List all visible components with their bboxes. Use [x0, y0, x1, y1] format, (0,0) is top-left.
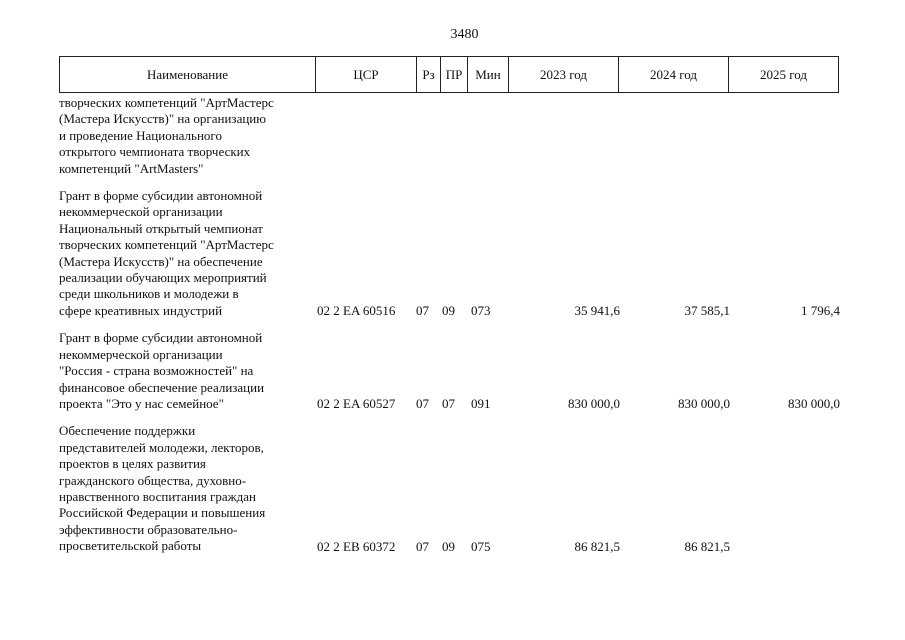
- header-pr: ПР: [441, 57, 468, 93]
- row-name: Обеспечение поддержки представителей молодежи, лекторов, проектов в целях развития гражданского общества, духовно- нравственного воспитания граждан Российской Федерации и повышения эффективности образовательно- просветительской работы: [59, 423, 266, 554]
- header-csr: ЦСР: [316, 57, 417, 93]
- cell-2023: 35 941,6: [574, 303, 620, 319]
- header-2025: 2025 год: [729, 57, 839, 93]
- row-name: Грант в форме субсидии автономной некоммерческой организации Национальный открытый чемпионат творческих компетенций "АртМастерс (Мастера Искусств)" на обеспечение реализации обучающих мероприятий среди школьников и молодежи в сфере креативных индустрий: [59, 188, 274, 318]
- cell-csr: 02 2 EA 60527: [317, 396, 396, 412]
- cell-rz: 07: [416, 396, 429, 412]
- cell-rz: 07: [416, 303, 429, 319]
- page-number: 3480: [450, 27, 479, 42]
- header-2023: 2023 год: [509, 57, 619, 93]
- table-row: [59, 330, 841, 412]
- header-rz: Рз: [417, 57, 441, 93]
- cell-2023: 830 000,0: [568, 396, 620, 412]
- cell-pr: 07: [442, 396, 455, 412]
- cell-min: 075: [471, 538, 491, 554]
- cell-rz: 07: [416, 538, 429, 554]
- row-name: творческих компетенций "АртМастерс (Мастера Искусств)" на организацию и проведение Национального открытого чемпионата творческих компетенций "ArtMasters": [59, 95, 274, 176]
- table-body: [59, 95, 841, 555]
- cell-2025: 1 796,4: [801, 303, 840, 319]
- cell-csr: 02 2 EA 60516: [317, 303, 396, 319]
- table-row: [59, 188, 841, 319]
- header-name: Наименование: [60, 57, 316, 93]
- cell-min: 091: [471, 396, 491, 412]
- cell-2023: 86 821,5: [574, 538, 620, 554]
- header-min: Мин: [468, 57, 509, 93]
- cell-2024: 86 821,5: [684, 538, 730, 554]
- table-row: [59, 95, 841, 177]
- cell-2024: 830 000,0: [678, 396, 730, 412]
- cell-pr: 09: [442, 538, 455, 554]
- row-name: Грант в форме субсидии автономной некоммерческой организации "Россия - страна возможностей" на финансовое обеспечение реализации проекта "Это у нас семейное": [59, 330, 265, 411]
- table-header: [59, 56, 839, 93]
- cell-2025: 830 000,0: [788, 396, 840, 412]
- cell-csr: 02 2 EB 60372: [317, 538, 396, 554]
- header-2024: 2024 год: [619, 57, 729, 93]
- table-row: [59, 423, 841, 554]
- cell-min: 073: [471, 303, 491, 319]
- cell-2024: 37 585,1: [684, 303, 730, 319]
- cell-pr: 09: [442, 303, 455, 319]
